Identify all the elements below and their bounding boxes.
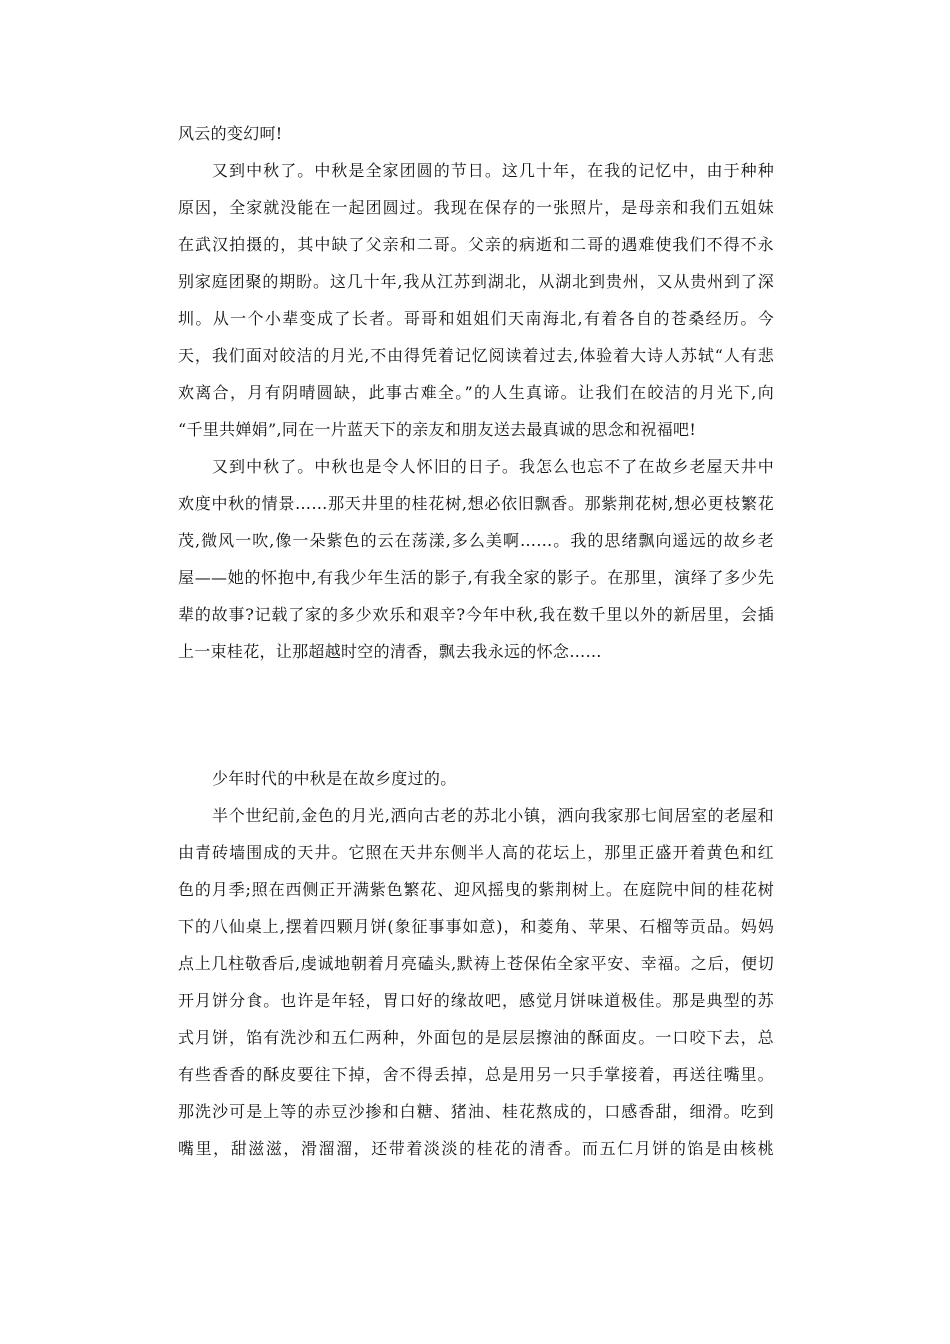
paragraph-last-line: 上一束桂花，让那超越时空的清香，飘去我永远的怀念…… [178, 642, 602, 661]
text-line: 茂,微风一吹,像一朵紫色的云在荡漾,多么美啊……。我的思绪飘向遥远的故乡老 [178, 531, 774, 550]
text-line: 天，我们面对皎洁的月光,不由得凭着记忆阅读着过去,体验着大诗人苏轼“人有悲 [178, 346, 774, 365]
paragraph-first-line: 半个世纪前,金色的月光,洒向古老的苏北小镇，洒向我家那七间居室的老屋和 [212, 806, 774, 825]
paragraph-last-line: “千里共婵娟”,同在一片蓝天下的亲友和朋友送去最真诚的思念和祝福吧! [178, 420, 697, 439]
text-line: 原因，全家就没能在一起团圆过。我现在保存的一张照片，是母亲和我们五姐妹 [178, 198, 774, 217]
text-line: 欢离合，月有阴晴圆缺，此事古难全。”的人生真谛。让我们在皎洁的月光下,向 [178, 383, 774, 402]
text-section-2 [178, 760, 774, 1167]
text-line: 色的月季;照在西侧正开满紫色繁花、迎风摇曳的紫荆树上。在庭院中间的桂花树 [178, 880, 774, 899]
text-line: 在武汉拍摄的，其中缺了父亲和二哥。父亲的病逝和二哥的遇难使我们不得不永 [178, 235, 774, 254]
text-line: 那洗沙可是上等的赤豆沙掺和白糖、猪油、桂花熬成的，口感香甜，细滑。吃到 [178, 1102, 774, 1121]
text-line: 式月饼，馅有洗沙和五仁两种，外面包的是层层擦油的酥面皮。一口咬下去，总 [178, 1028, 774, 1047]
text-line: 开月饼分食。也许是年轻，胃口好的缘故吧，感觉月饼味道极佳。那是典型的苏 [178, 991, 774, 1010]
text-line: 风云的变幻呵! [178, 124, 283, 143]
text-line: 辈的故事?记载了家的多少欢乐和艰辛?今年中秋,我在数千里以外的新居里，会插 [178, 605, 774, 624]
text-line: 嘴里，甜滋滋，滑溜溜，还带着淡淡的桂花的清香。而五仁月饼的馅是由核桃 [178, 1139, 774, 1158]
paragraph-single-line: 少年时代的中秋是在故乡度过的。 [212, 769, 457, 788]
paragraph-first-line: 又到中秋了。中秋也是令人怀旧的日子。我怎么也忘不了在故乡老屋天井中 [212, 457, 774, 476]
text-line: 欢度中秋的情景……那天井里的桂花树,想必依旧飘香。那紫荆花树,想必更枝繁花 [178, 494, 774, 513]
text-line: 点上几柱敬香后,虔诚地朝着月亮磕头,默祷上苍保佑全家平安、幸福。之后，便切 [178, 954, 774, 973]
text-line: 别家庭团聚的期盼。这几十年,我从江苏到湖北，从湖北到贵州，又从贵州到了深 [178, 272, 774, 291]
text-line: 由青砖墙围成的天井。它照在天井东侧半人高的花坛上，那里正盛开着黄色和红 [178, 843, 774, 862]
text-line: 屋——她的怀抱中,有我少年生活的影子,有我全家的影子。在那里，演绎了多少先 [178, 568, 774, 587]
text-line: 圳。从一个小辈变成了长者。哥哥和姐姐们天南海北,有着各自的苍桑经历。今 [178, 309, 774, 328]
paragraph-first-line: 又到中秋了。中秋是全家团圆的节日。这几十年，在我的记忆中，由于种种 [212, 161, 774, 180]
text-section-1 [178, 115, 774, 670]
text-line: 下的八仙桌上,摆着四颗月饼(象征事事如意)，和菱角、苹果、石榴等贡品。妈妈 [178, 917, 774, 936]
text-line: 有些香香的酥皮要往下掉，舍不得丢掉，总是用另一只手掌接着，再送往嘴里。 [178, 1065, 774, 1084]
